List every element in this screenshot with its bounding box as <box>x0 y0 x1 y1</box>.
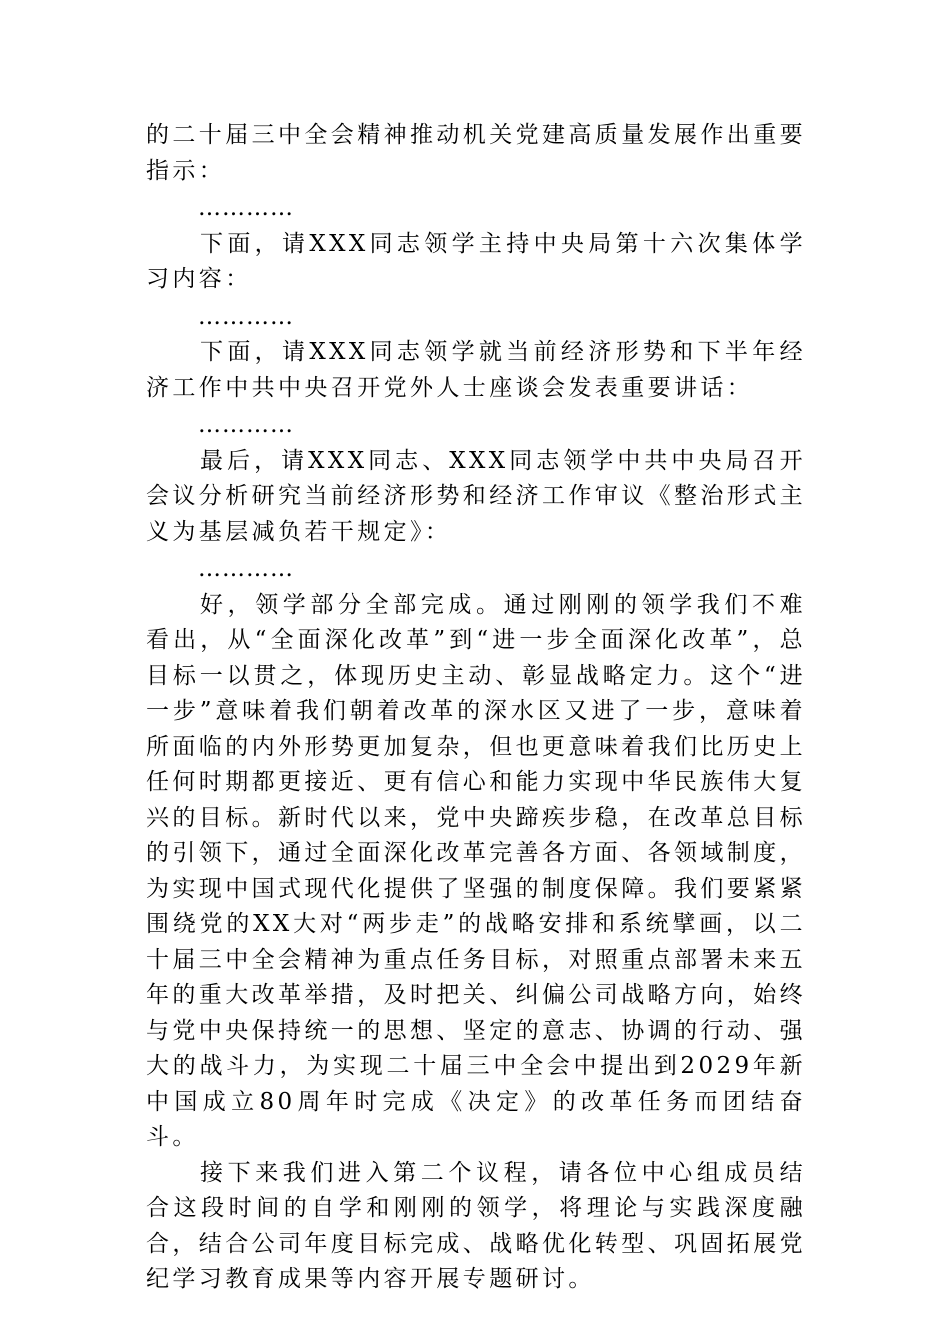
paragraph-next-agenda: 接下来我们进入第二个议程，请各位中心组成员结合这段时间的自学和刚刚的领学，将理论与实践深度融合，结合公司年度目标完成、战略优化转型、巩固拓展党纪学习教育成果等内容开展专题研讨。 <box>146 1159 806 1292</box>
paragraph-study-item-1: 下面，请XXX同志领学主持中央局第十六次集体学习内容： <box>146 230 806 292</box>
ellipsis-placeholder: ………… <box>198 412 294 438</box>
paragraph-summary: 好，领学部分全部完成。通过刚刚的领学我们不难看出，从“全面深化改革”到“进一步全面深化改革”，总目标一以贯之，体现历史主动、彰显战略定力。这个“进一步”意味着我们朝着改革的深水区又进了一步，意味着所面临的内外形势更加复杂，但也更意味着我们比历史上任何时期都更接近、更有信心和能力实现中华民族伟大复兴的目标。新时代以来，党中央蹄疾步稳，在改革总目标的引领下，通过全面深化改革完善各方面、各领域制度，为实现中国式现代化提供了坚强的制度保障。我们要紧紧围绕党的XX大对“两步走”的战略安排和系统擘画，以二十届三中全会精神为重点任务目标，对照重点部署未来五年的重大改革举措，及时把关、纠偏公司战略方向，始终与党中央保持统一的思想、坚定的意志、协调的行动、强大的战斗力，为实现二十届三中全会中提出到2029年新中国成立80周年时完成《决定》的改革任务而团结奋斗。 <box>146 591 806 1150</box>
paragraph-study-item-2: 下面，请XXX同志领学就当前经济形势和下半年经济工作中共中央召开党外人士座谈会发表重要讲话： <box>146 339 806 401</box>
paragraph-intro-continuation: 的二十届三中全会精神推动机关党建高质量发展作出重要指示： <box>146 122 806 184</box>
ellipsis-placeholder: ………… <box>198 556 294 582</box>
paragraph-study-item-3: 最后，请XXX同志、XXX同志领学中共中央局召开会议分析研究当前经济形势和经济工作审议《整治形式主义为基层减负若干规定》： <box>146 447 806 545</box>
ellipsis-placeholder: ………… <box>198 303 294 330</box>
ellipsis-placeholder: ………… <box>198 195 294 221</box>
